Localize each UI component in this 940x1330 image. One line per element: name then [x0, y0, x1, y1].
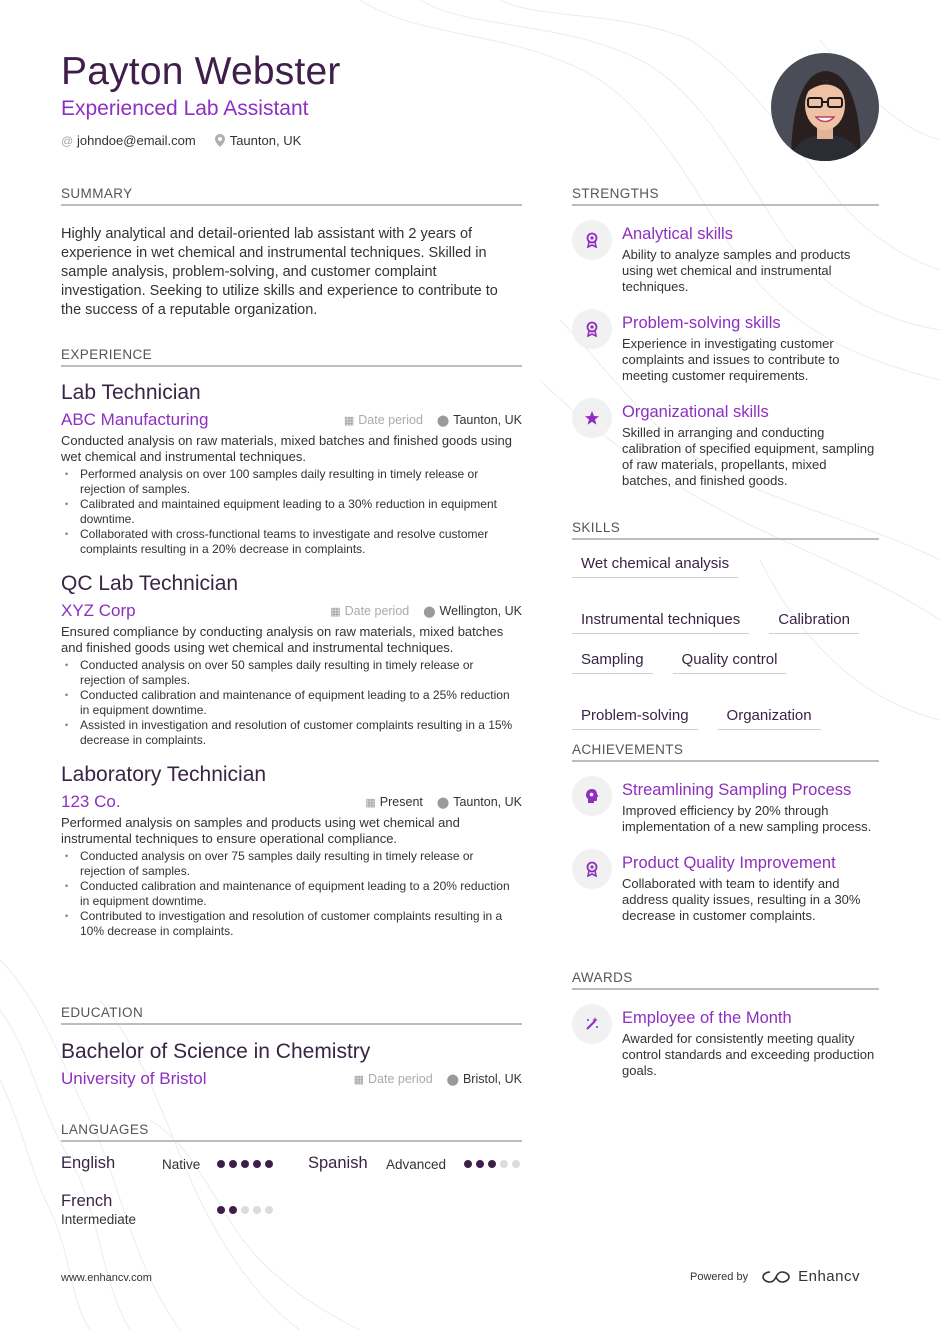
job-date — [365, 795, 423, 809]
job-location-text: Wellington, UK — [439, 604, 522, 618]
award-item — [572, 1008, 879, 1079]
contact-location — [214, 133, 302, 148]
job-bullets — [61, 467, 522, 557]
level-dot — [253, 1206, 261, 1214]
skills-section — [572, 520, 879, 730]
job-location-text: Taunton, UK — [453, 413, 522, 427]
strength-desc: Experience in investigating customer complaints and issues to contribute to meeting customer requirements. — [622, 336, 840, 383]
job-meta-row — [61, 791, 522, 813]
star-icon — [572, 398, 612, 438]
contact-row — [61, 133, 741, 148]
language-english — [61, 1154, 115, 1173]
footer-branding — [690, 1268, 860, 1285]
job-meta-row — [61, 600, 522, 622]
candidate-title: Experienced Lab Assistant — [61, 97, 309, 120]
avatar — [771, 53, 879, 161]
company-name: XYZ Corp — [61, 601, 136, 620]
language-spanish — [308, 1154, 368, 1173]
language-level: Advanced — [386, 1157, 447, 1172]
award-icon — [572, 220, 612, 260]
job-location-text: Taunton, UK — [453, 795, 522, 809]
level-dot — [464, 1160, 472, 1168]
job-date — [330, 604, 409, 618]
profile-photo — [771, 53, 879, 161]
language-french — [61, 1192, 136, 1227]
job-date-text: Present — [379, 795, 423, 809]
education-heading: EDUCATION — [61, 1005, 522, 1025]
language-dots-french — [217, 1206, 273, 1214]
job-title: Laboratory Technician — [61, 763, 267, 786]
level-dot — [265, 1206, 273, 1214]
job-date — [344, 413, 423, 427]
level-dot — [241, 1160, 249, 1168]
skills-list — [572, 554, 879, 730]
calendar-icon: ▦ — [353, 1073, 365, 1086]
company-name: 123 Co. — [61, 792, 121, 811]
skill-tag: Instrumental techniques — [572, 610, 749, 634]
strength-item — [572, 313, 879, 384]
job-entry — [61, 762, 522, 939]
language-level: Native — [162, 1157, 201, 1172]
strength-title: Analytical skills — [622, 225, 733, 243]
education-meta-row — [61, 1068, 522, 1090]
job-bullet: • Assisted in investigation and resolution of customer complaints resulting in a 15% decrease in complaints. — [61, 718, 522, 748]
strength-desc: Skilled in arranging and conducting calibration of specified equipment, sampling of raw materials, propellants, mixed batches, and finished goods. — [622, 425, 875, 488]
education-date — [354, 1072, 433, 1086]
enhancv-logo-icon — [760, 1269, 792, 1285]
language-dots-english — [217, 1160, 273, 1168]
languages-section — [61, 1122, 522, 1228]
job-description: Performed analysis on samples and products using wet chemical and instrumental techniques to ensure operational compliance. — [61, 815, 460, 846]
skill-tag: Sampling — [572, 650, 653, 674]
skill-tag: Organization — [718, 706, 821, 730]
achievement-title: Streamlining Sampling Process — [622, 781, 852, 799]
job-location — [437, 795, 522, 809]
level-dot — [253, 1160, 261, 1168]
education-location-text: Bristol, UK — [462, 1072, 522, 1086]
level-dot — [217, 1160, 225, 1168]
contact-email[interactable] — [61, 133, 196, 148]
achievement-item — [572, 853, 879, 924]
job-title: Lab Technician — [61, 381, 201, 404]
skill-tag: Quality control — [673, 650, 787, 674]
job-title: QC Lab Technician — [61, 572, 239, 595]
job-meta-row — [61, 409, 522, 431]
language-name: French — [61, 1192, 113, 1210]
job-location — [437, 413, 522, 427]
wand-icon — [572, 1004, 612, 1044]
job-bullet: • Calibrated and maintained equipment leading to a 30% reduction in equipment downtime. — [61, 497, 522, 527]
strength-desc: Ability to analyze samples and products using wet chemical and instrumental techniques. — [622, 247, 851, 294]
location-pin-icon — [214, 134, 226, 147]
calendar-icon: ▦ — [343, 414, 355, 427]
level-dot — [476, 1160, 484, 1168]
enhancv-logo[interactable] — [760, 1268, 860, 1285]
job-description: Ensured compliance by conducting analysis on raw materials, mixed batches and finished goods using wet chemical and instrumental techniques. — [61, 624, 504, 655]
level-dot — [500, 1160, 508, 1168]
at-icon: @ — [61, 133, 74, 148]
location-text: Taunton, UK — [229, 133, 302, 148]
location-pin-icon: ⬤ — [446, 1073, 459, 1086]
job-bullet: • Conducted calibration and maintenance of equipment leading to a 25% reduction in equipment downtime. — [61, 688, 522, 718]
powered-by-label: Powered by — [690, 1270, 749, 1283]
school-name: University of Bristol — [61, 1069, 207, 1088]
skill-tag: Wet chemical analysis — [572, 554, 738, 578]
award-icon — [572, 309, 612, 349]
job-bullets — [61, 849, 522, 939]
summary-heading: SUMMARY — [61, 186, 522, 206]
job-bullet: • Contributed to investigation and resolution of customer complaints resulting in a 10% decrease in complaints. — [61, 909, 522, 939]
languages-heading: LANGUAGES — [61, 1122, 522, 1142]
strengths-heading: STRENGTHS — [572, 186, 879, 206]
award-desc: Awarded for consistently meeting quality control standards and exceeding production goals. — [622, 1031, 875, 1078]
job-bullet: • Collaborated with cross-functional teams to investigate and resolve customer complaints resulting in a 20% decrease in complaints. — [61, 527, 522, 557]
achievement-title: Product Quality Improvement — [622, 854, 836, 872]
calendar-icon: ▦ — [365, 796, 376, 809]
award-title: Employee of the Month — [622, 1009, 792, 1027]
language-dots-spanish — [464, 1160, 520, 1168]
strength-title: Organizational skills — [622, 403, 769, 421]
skill-tag: Calibration — [769, 610, 859, 634]
job-bullet: • Conducted analysis on over 50 samples daily resulting in timely release or rejection of samples. — [61, 658, 522, 688]
summary-text: Highly analytical and detail-oriented lab assistant with 2 years of experience in wet chemical and instrumental techniques. Skilled in sample analysis, problem-solving, and customer complaint investigation. Seeking to utilize skills and experience to contribute to the success of a reputable organization. — [61, 226, 498, 318]
language-level: Intermediate — [61, 1212, 137, 1227]
candidate-name: Payton Webster — [61, 50, 341, 93]
education-location — [447, 1072, 522, 1086]
email-text: johndoe@email.com — [77, 133, 196, 148]
languages-grid — [61, 1148, 522, 1228]
experience-section — [61, 347, 522, 939]
brand-name: Enhancv — [798, 1268, 860, 1285]
job-date-text: Date period — [344, 604, 410, 618]
resume-header — [61, 50, 741, 148]
job-entry — [61, 380, 522, 557]
experience-heading: EXPERIENCE — [61, 347, 522, 367]
summary-section — [61, 186, 522, 320]
location-pin-icon: ⬤ — [436, 796, 450, 809]
footer-website[interactable]: www.enhancv.com — [61, 1272, 152, 1284]
education-section — [61, 1005, 522, 1090]
strength-item — [572, 224, 879, 295]
job-description: Conducted analysis on raw materials, mixed batches and finished goods using wet chemical and instrumental techniques. — [61, 433, 512, 464]
language-name: Spanish — [308, 1154, 368, 1172]
level-dot — [229, 1206, 237, 1214]
level-dot — [488, 1160, 496, 1168]
job-bullet: • Conducted analysis on over 75 samples daily resulting in timely release or rejection of samples. — [61, 849, 522, 879]
strength-title: Problem-solving skills — [622, 314, 781, 332]
skill-tag: Problem-solving — [572, 706, 698, 730]
achievements-heading: ACHIEVEMENTS — [572, 742, 879, 762]
location-pin-icon: ⬤ — [423, 605, 436, 618]
level-dot — [265, 1160, 273, 1168]
award-icon — [572, 849, 612, 889]
level-dot — [217, 1206, 225, 1214]
achievement-desc: Improved efficiency by 20% through implementation of a new sampling process. — [622, 803, 872, 834]
company-name: ABC Manufacturing — [61, 410, 209, 429]
job-bullet: • Performed analysis on over 100 samples daily resulting in timely release or rejection of samples. — [61, 467, 522, 497]
level-dot — [512, 1160, 520, 1168]
education-date-text: Date period — [368, 1072, 433, 1086]
achievements-section — [572, 742, 879, 924]
language-name: English — [61, 1154, 116, 1172]
skills-heading: SKILLS — [572, 520, 879, 540]
head-icon — [572, 776, 612, 816]
strengths-section — [572, 186, 879, 489]
location-pin-icon: ⬤ — [436, 414, 450, 427]
calendar-icon: ▦ — [330, 605, 341, 618]
awards-section — [572, 970, 879, 1079]
awards-heading: AWARDS — [572, 970, 879, 990]
job-location — [423, 604, 522, 618]
job-entry — [61, 571, 522, 748]
job-bullet: • Conducted calibration and maintenance of equipment leading to a 20% reduction in equipment downtime. — [61, 879, 522, 909]
strength-item — [572, 402, 879, 489]
achievement-item — [572, 780, 879, 835]
job-bullets — [61, 658, 522, 748]
level-dot — [241, 1206, 249, 1214]
job-date-text: Date period — [358, 413, 423, 427]
level-dot — [229, 1160, 237, 1168]
achievement-desc: Collaborated with team to identify and address quality issues, resulting in a 30% decrease in customer complaints. — [622, 876, 861, 923]
degree-title: Bachelor of Science in Chemistry — [61, 1040, 371, 1063]
